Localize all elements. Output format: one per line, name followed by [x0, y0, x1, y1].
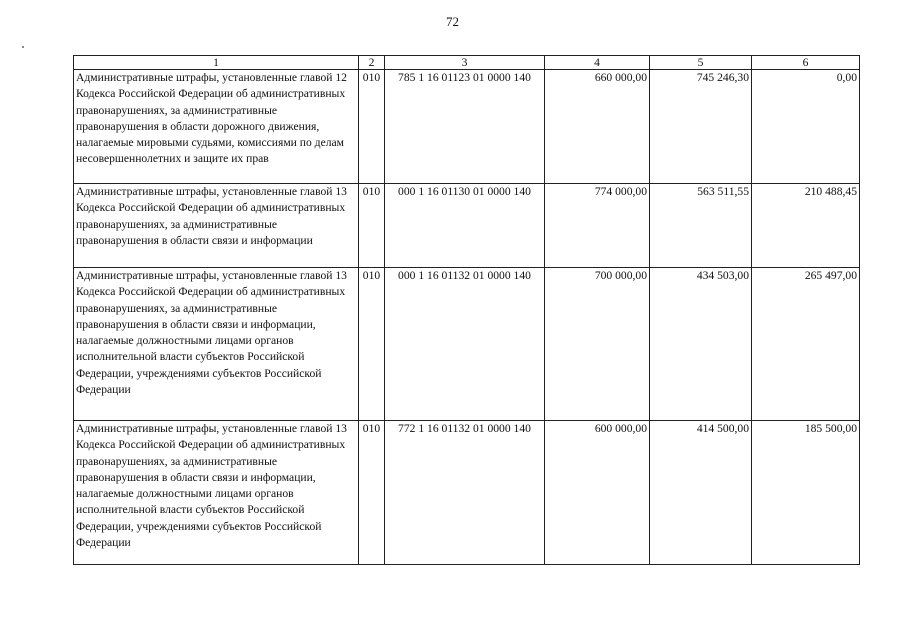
- row-col5-value: 414 500,00: [650, 421, 752, 565]
- table-row: [74, 70, 860, 184]
- header-row: [74, 56, 860, 70]
- header-col-1: 1: [74, 56, 359, 70]
- header-col-6: 6: [752, 56, 860, 70]
- row-name: Административные штрафы, установленные главой 13 Кодекса Российской Федерации об административных правонарушениях, за административные правонарушения в области связи и информации, налагаемые должностными лицами органов исполнительной власти субъектов Российской Федерации, учреждениями субъектов Российской Федерации: [74, 421, 359, 565]
- row-name: Административные штрафы, установленные главой 13 Кодекса Российской Федерации об административных правонарушениях, за административные правонарушения в области связи и информации, налагаемые должностными лицами органов исполнительной власти субъектов Российской Федерации, учреждениями субъектов Российской Федерации: [74, 268, 359, 421]
- row-col4-value: 660 000,00: [545, 70, 650, 184]
- table-row: [74, 268, 860, 421]
- row-col6-value: 0,00: [752, 70, 860, 184]
- row-col5-value: 434 503,00: [650, 268, 752, 421]
- row-budget-code: 772 1 16 01132 01 0000 140: [385, 421, 545, 565]
- row-line-code: 010: [359, 70, 385, 184]
- page-number: 72: [446, 14, 459, 29]
- scan-speck: [22, 46, 24, 48]
- row-budget-code: 785 1 16 01123 01 0000 140: [385, 70, 545, 184]
- header-col-3: 3: [385, 56, 545, 70]
- row-line-code: 010: [359, 268, 385, 421]
- row-col6-value: 185 500,00: [752, 421, 860, 565]
- row-budget-code: 000 1 16 01130 01 0000 140: [385, 184, 545, 268]
- row-name: Административные штрафы, установленные главой 12 Кодекса Российской Федерации об административных правонарушениях, за административные правонарушения в области дорожного движения, налагаемые мировыми судьями, комиссиями по делам несовершеннолетних и защите их прав: [74, 70, 359, 184]
- row-col4-value: 700 000,00: [545, 268, 650, 421]
- report-table: [73, 55, 860, 565]
- table-row: [74, 421, 860, 565]
- row-col6-value: 265 497,00: [752, 268, 860, 421]
- row-col4-value: 774 000,00: [545, 184, 650, 268]
- row-col5-value: 563 511,55: [650, 184, 752, 268]
- header-col-5: 5: [650, 56, 752, 70]
- row-name: Административные штрафы, установленные главой 13 Кодекса Российской Федерации об административных правонарушениях, за административные правонарушения в области связи и информации: [74, 184, 359, 268]
- header-col-4: 4: [545, 56, 650, 70]
- table-row: [74, 184, 860, 268]
- row-budget-code: 000 1 16 01132 01 0000 140: [385, 268, 545, 421]
- row-col6-value: 210 488,45: [752, 184, 860, 268]
- row-line-code: 010: [359, 421, 385, 565]
- row-col4-value: 600 000,00: [545, 421, 650, 565]
- row-line-code: 010: [359, 184, 385, 268]
- row-col5-value: 745 246,30: [650, 70, 752, 184]
- header-col-2: 2: [359, 56, 385, 70]
